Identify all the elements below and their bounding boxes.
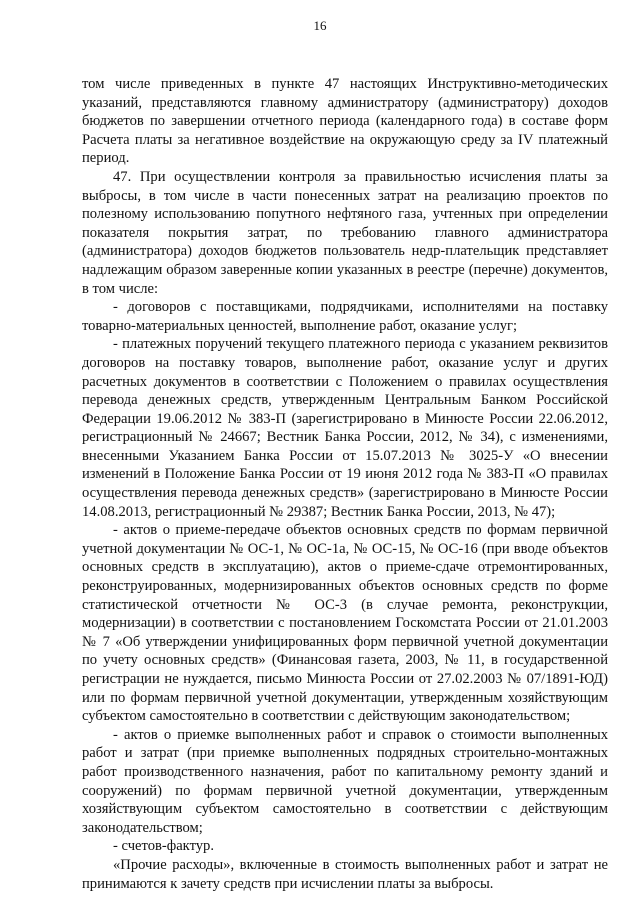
list-item-contracts: - договоров с поставщиками, подрядчиками, исполнителями на поставку товарно-материальных ценностей, выполнение работ, оказание услуг; xyxy=(82,299,608,334)
document-body xyxy=(82,75,608,893)
page-number: 16 xyxy=(313,18,327,33)
paragraph-continuation: том числе приведенных в пункте 47 настоящих Инструктивно-методических указаний, представляются главному администратору (администратору) доходов бюджетов по завершении отчетного периода (календарного года) в составе форм Расчета платы за негативное воздействие на окружающую среду за IV платежный период. xyxy=(82,76,608,167)
list-item-invoices: - счетов-фактур. xyxy=(113,838,215,855)
list-item-works-acts: - актов о приемке выполненных работ и справок о стоимости выполненных работ и затрат (при приемке выполненных подрядных строительно-монтажных работ производственного назначения, работ по капитальному ремонту зданий и сооружений) по формам первичной учетной документации, утвержденным хозяйствующим субъектом самостоятельно в соответствии с действующим законодательством; xyxy=(82,726,608,836)
list-item-acceptance-acts: - актов о приеме-передаче объектов основных средств по формам первичной учетной документации № ОС-1, № ОС-1а, № ОС-15, № ОС-16 (при вводе объектов основных средств в эксплуатацию), актов о приеме-сдаче отремонтированных, реконструированных, модернизированных объектов основных средств по форме статистической отчетности № ОС-3 (в случае ремонта, реконструкции, модернизации) в соответствии с постановлением Госкомстата России от 21.01.2003 № 7 «Об утверждении унифицированных форм первичной учетной документации по учету основных средств» (Финансовая газета, 2003, № 11, в государственной регистрации не нуждается, письмо Минюста России от 27.02.2003 № 07/1891-ЮД) или по формам первичной учетной документации, утвержденным хозяйствующим субъектом самостоятельно в соответствии с действующим законодательством; xyxy=(82,522,608,725)
list-item-payment-orders: - платежных поручений текущего платежного периода с указанием реквизитов договоров на поставку товаров, выполнение работ, оказание услуг и других расчетных документов в соответствии с Положением о правилах осуществления перевода денежных средств, утвержденным Центральным Банком Российской Федерации 19.06.2012 № 383-П (зарегистрировано в Минюсте России 22.06.2012, регистрационный № 24667; Вестник Банка России, 2012, № 34), с изменениями, внесенными Указанием Банка России от 15.07.2013 № 3025-У «О внесении изменений в Положение Банка России от 19 июня 2012 года № 383-П «О правилах осуществления перевода денежных средств» (зарегистрировано в Минюсте России 14.08.2013, регистрационный № 29387; Вестник Банка России, 2013, № 47); xyxy=(82,336,608,520)
paragraph-47: 47. При осуществлении контроля за правильностью исчисления платы за выбросы, в том числе в части понесенных затрат на реализацию проектов по полезному использованию попутного нефтяного газа, учтенных при определении показателя покрытия затрат, по требованию главного администратора (администратора) доходов бюджетов пользователь недр-плательщик представляет надлежащим образом заверенные копии указанных в реестре (перечне) документов, в том числе: xyxy=(82,168,608,297)
paragraph-other-expenses: «Прочие расходы», включенные в стоимость выполненных работ и затрат не принимаются к зачету средств при исчислении платы за выбросы. xyxy=(82,856,608,892)
